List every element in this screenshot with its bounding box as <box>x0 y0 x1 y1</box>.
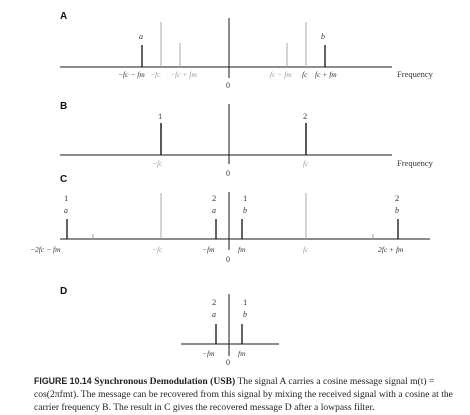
panel-b-axis-label: Frequency <box>397 158 433 168</box>
panel-b-zero: 0 <box>226 169 230 178</box>
panel-d-spike-num-1: 2 <box>212 297 217 307</box>
panel-b-spike-label-left: 1 <box>158 111 163 121</box>
panel-b-spike-label-right: 2 <box>303 111 308 121</box>
figure-caption <box>34 375 466 415</box>
panel-c-tick-neg-2fc-minus-fm: −2fc − fm <box>30 245 61 254</box>
panel-d-spike-sym-1: a <box>212 310 216 319</box>
panel-c-zero: 0 <box>226 255 230 264</box>
panel-c-spike-sym-1: a <box>64 206 68 215</box>
panel-c-spike-sym-2: a <box>212 206 216 215</box>
panel-d-spike-sym-2: b <box>243 310 247 319</box>
panel-c-tick-fm: fm <box>238 245 246 254</box>
panel-c-label: C <box>60 174 68 185</box>
panel-a-label: A <box>60 11 68 22</box>
panel-a-axis-label: Frequency <box>397 69 433 79</box>
panel-d-label: D <box>60 286 68 297</box>
caption-text: The signal A carries a cosine message signal m(t) = cos(2πfmt). The message can be recovered from this signal by mixing the received signal with a cosine at the carrier frequency B. The result in C gives the recovered message D after a lowpass filter. <box>34 376 453 414</box>
caption-figure-label: FIGURE 10.14 <box>34 376 92 386</box>
panel-d-zero: 0 <box>226 358 230 367</box>
panel-c-spike-num-1: 1 <box>64 193 69 203</box>
panel-a-tick-fc-plus-fm: fc + fm <box>315 70 337 79</box>
panel-a-tick-neg-fc-minus-fm: −fc − fm <box>118 70 145 79</box>
panel-c <box>30 174 430 264</box>
panel-a <box>60 11 434 90</box>
panel-b <box>60 101 434 178</box>
panel-b-tick-fc: fc <box>303 159 309 168</box>
panel-a-label-b: b <box>321 32 325 41</box>
panel-d-tick-neg-fm: −fm <box>202 349 215 358</box>
panel-c-tick-neg-fm: −fm <box>202 245 215 254</box>
panel-a-tick-fc-minus-fm: fc − fm <box>270 70 292 79</box>
panel-b-tick-neg-fc: −fc <box>152 159 163 168</box>
panel-d <box>60 286 279 367</box>
panel-a-tick-fc: fc <box>302 70 308 79</box>
panel-c-spike-num-2: 2 <box>212 193 217 203</box>
panel-a-tick-neg-fc-plus-fm: −fc + fm <box>170 70 197 79</box>
panel-c-spike-num-4: 2 <box>395 193 400 203</box>
panel-c-spike-sym-3: b <box>243 206 247 215</box>
panel-c-tick-2fc-plus-fm: 2fc + fm <box>378 245 404 254</box>
caption-title: Synchronous Demodulation (USB) <box>94 376 236 387</box>
panel-a-label-a: a <box>139 32 143 41</box>
panel-b-label: B <box>60 101 68 112</box>
panel-a-tick-neg-fc: −fc <box>150 70 161 79</box>
panel-c-tick-fc: fc <box>303 245 309 254</box>
panel-c-spike-num-3: 1 <box>243 193 248 203</box>
panel-c-spike-sym-4: b <box>395 206 399 215</box>
panel-d-tick-fm: fm <box>238 349 246 358</box>
panel-c-tick-neg-fc: −fc <box>152 245 163 254</box>
panel-d-spike-num-2: 1 <box>243 297 248 307</box>
panel-a-zero: 0 <box>226 81 230 90</box>
